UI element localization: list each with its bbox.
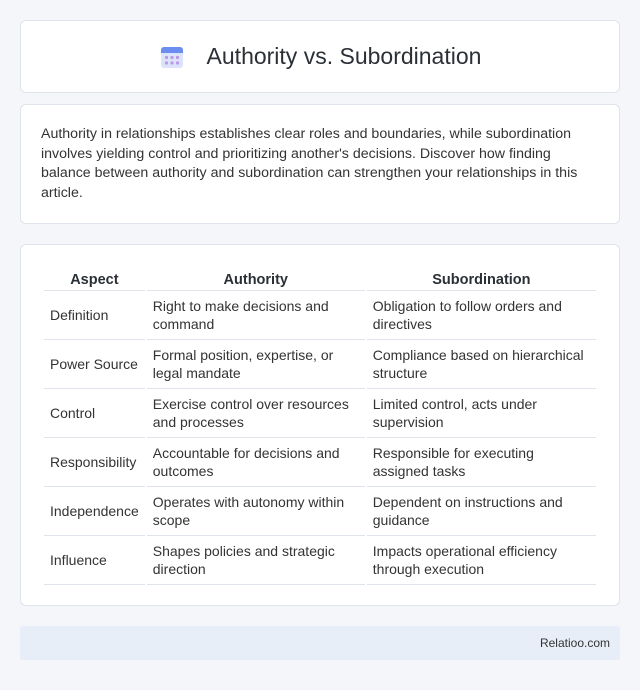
table-row	[44, 487, 596, 536]
aspect-cell: Definition	[44, 291, 145, 340]
subordination-cell: Compliance based on hierarchical structure	[367, 340, 596, 389]
column-header-subordination: Subordination	[367, 265, 596, 291]
table-row	[44, 389, 596, 438]
table-row	[44, 340, 596, 389]
authority-cell: Shapes policies and strategic direction	[147, 536, 365, 585]
authority-cell: Accountable for decisions and outcomes	[147, 438, 365, 487]
table-header-row	[44, 265, 596, 291]
page-title: Authority vs. Subordination	[206, 43, 482, 69]
intro-card	[20, 104, 620, 224]
footer-brand: Relatioo.com	[539, 636, 610, 650]
aspect-cell: Independence	[44, 487, 145, 536]
authority-cell: Formal position, expertise, or legal mandate	[147, 340, 365, 389]
subordination-cell: Obligation to follow orders and directives	[367, 291, 596, 340]
table-row	[44, 291, 596, 340]
authority-cell: Right to make decisions and command	[147, 291, 365, 340]
column-header-authority: Authority	[147, 265, 365, 291]
aspect-cell: Power Source	[44, 340, 145, 389]
comparison-table-card	[20, 244, 620, 606]
subordination-cell: Limited control, acts under supervision	[367, 389, 596, 438]
aspect-cell: Influence	[44, 536, 145, 585]
column-header-aspect: Aspect	[44, 265, 145, 291]
comparison-table	[42, 265, 598, 585]
table-row	[44, 536, 596, 585]
intro-text: Authority in relationships establishes clear roles and boundaries, while subordination involves yielding control and prioritizing another's decisions. Discover how finding balance between authority and subordination can strengthen your relationships in this article.	[41, 126, 578, 201]
table-row	[44, 438, 596, 487]
subordination-cell: Dependent on instructions and guidance	[367, 487, 596, 536]
authority-cell: Operates with autonomy within scope	[147, 487, 365, 536]
subordination-cell: Responsible for executing assigned tasks	[367, 438, 596, 487]
authority-cell: Exercise control over resources and processes	[147, 389, 365, 438]
calendar-icon	[159, 44, 185, 70]
subordination-cell: Impacts operational efficiency through execution	[367, 536, 596, 585]
footer	[20, 626, 620, 660]
title-card	[20, 20, 620, 93]
aspect-cell: Control	[44, 389, 145, 438]
aspect-cell: Responsibility	[44, 438, 145, 487]
